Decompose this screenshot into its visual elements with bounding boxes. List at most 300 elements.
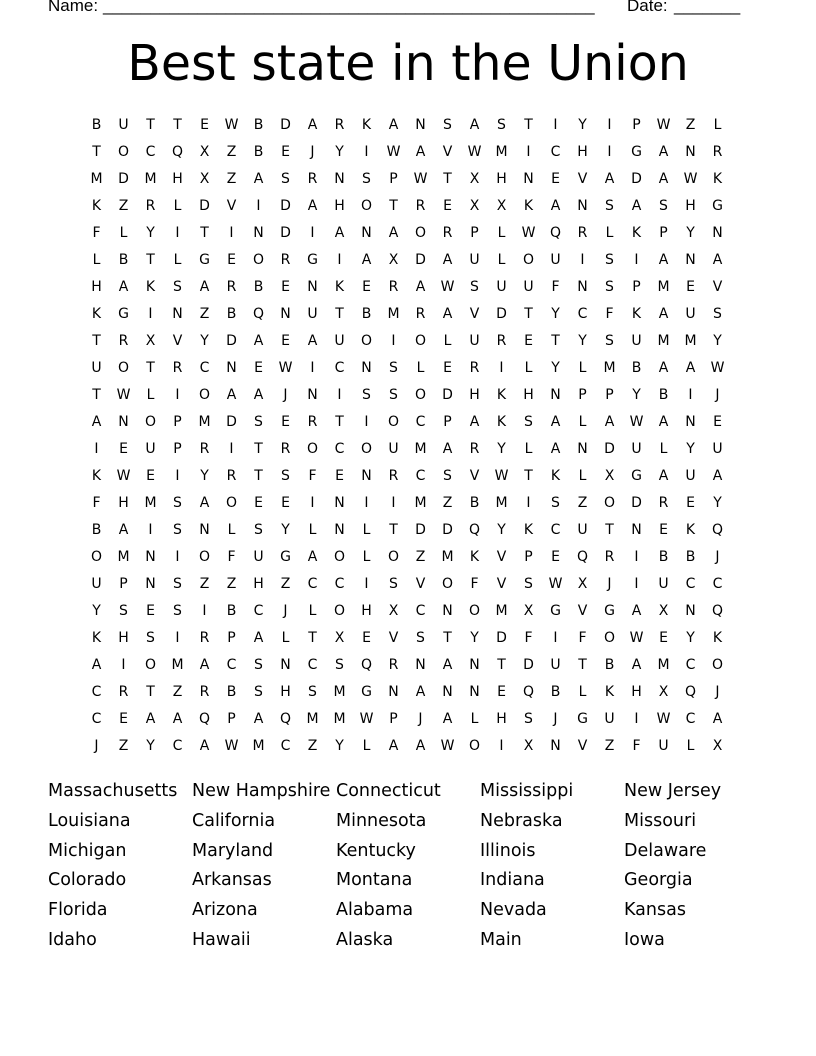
grid-letter: D [496,306,507,322]
grid-letter: D [523,657,534,673]
grid-letter: Q [684,684,697,700]
grid-letter: A [307,333,318,349]
grid-letter: R [415,198,426,214]
grid-letter: T [497,657,506,673]
grid-letter: R [577,225,588,241]
grid-letter: A [442,657,453,673]
grid-letter: H [631,684,642,700]
grid-letter: O [360,198,373,214]
grid-letter: W [521,225,536,241]
grid-letter: A [91,414,102,430]
grid-letter: D [604,441,615,457]
grid-letter: H [577,144,588,160]
grid-letter: U [523,279,534,295]
grid-letter: U [631,441,642,457]
grid-letter: E [227,252,236,268]
grid-letter: M [657,657,670,673]
grid-letter: I [94,441,99,457]
grid-letter: T [578,657,587,673]
grid-letter: L [578,684,587,700]
grid-letter: U [577,522,588,538]
grid-letter: A [199,279,210,295]
grid-letter: P [227,630,236,646]
grid-letter: P [389,171,398,187]
grid-letter: W [548,576,563,592]
grid-letter: T [173,117,182,133]
word-list-item: Idaho [48,929,97,950]
grid-letter: R [388,468,399,484]
grid-letter: W [224,117,239,133]
grid-letter: Q [252,306,265,322]
grid-letter: V [577,738,588,754]
grid-letter: S [389,360,398,376]
grid-letter: I [310,495,315,511]
grid-letter: N [361,360,372,376]
word-list-item: Michigan [48,840,127,861]
grid-letter: R [712,144,723,160]
grid-letter: Y [335,144,344,160]
grid-letter: Y [92,603,101,619]
grid-letter: R [658,495,669,511]
grid-letter: Y [686,441,695,457]
grid-letter: Y [713,495,722,511]
word-list-item: Montana [336,870,413,891]
grid-letter: A [199,495,210,511]
grid-letter: K [523,522,534,538]
grid-letter: A [712,252,723,268]
grid-letter: Z [118,198,129,214]
grid-letter: U [496,279,507,295]
grid-letter: O [333,603,346,619]
grid-letter: Y [551,360,560,376]
grid-letter: A [685,360,696,376]
grid-letter: T [92,387,101,403]
grid-letter: T [443,171,452,187]
grid-letter: L [524,441,533,457]
grid-letter: A [658,414,669,430]
word-list-item: Massachusetts [48,781,178,801]
grid-letter: K [334,279,345,295]
grid-letter: A [658,360,669,376]
grid-letter: F [578,630,587,646]
grid-letter: Q [711,522,724,538]
grid-letter: A [361,252,372,268]
grid-letter: A [550,198,561,214]
grid-letter: K [523,198,534,214]
grid-letter: O [414,387,427,403]
grid-letter: Y [497,522,506,538]
grid-letter: N [361,468,372,484]
grid-letter: S [524,576,533,592]
grid-letter: N [685,603,696,619]
grid-letter: B [91,117,102,133]
grid-letter: T [254,441,263,457]
grid-letter: M [198,414,211,430]
grid-letter: O [360,441,373,457]
grid-letter: U [253,549,264,565]
grid-letter: K [631,225,642,241]
grid-letter: F [92,495,101,511]
grid-letter: R [199,630,210,646]
grid-letter: B [361,306,372,322]
grid-letter: P [659,225,668,241]
grid-letter: G [361,684,372,700]
date-blank-line: _______ [674,0,741,15]
grid-letter: W [116,468,131,484]
grid-letter: X [712,738,723,754]
grid-letter: T [146,360,155,376]
grid-letter: Z [199,576,210,592]
grid-letter: U [145,441,156,457]
grid-letter: E [713,414,722,430]
grid-letter: T [335,414,344,430]
word-list-item: Louisiana [48,810,131,831]
grid-letter: O [414,225,427,241]
grid-letter: T [92,333,101,349]
grid-letter: O [117,360,130,376]
grid-letter: A [631,657,642,673]
grid-letter: N [577,198,588,214]
grid-letter: Y [200,468,209,484]
grid-letter: E [686,279,695,295]
grid-letter: X [604,468,615,484]
grid-letter: R [415,306,426,322]
grid-letter: Z [172,684,183,700]
grid-letter: R [334,117,345,133]
grid-letter: U [469,252,480,268]
grid-letter: E [281,333,290,349]
grid-letter: U [334,333,345,349]
grid-letter: I [310,225,315,241]
grid-letter: R [118,333,129,349]
grid-letter: A [334,225,345,241]
grid-letter: O [387,549,400,565]
grid-letter: O [387,414,400,430]
grid-letter: R [145,198,156,214]
grid-letter: K [145,279,156,295]
grid-letter: Y [713,333,722,349]
grid-letter: P [173,441,182,457]
grid-letter: E [119,441,128,457]
grid-letter: Y [146,225,155,241]
grid-letter: Z [307,738,318,754]
grid-letter: C [685,576,696,592]
grid-letter: B [685,549,696,565]
grid-letter: N [550,387,561,403]
grid-letter: N [712,225,723,241]
grid-letter: L [470,711,479,727]
letter-grid [83,112,731,760]
grid-letter: O [468,738,481,754]
grid-letter: S [524,711,533,727]
grid-letter: J [283,387,288,403]
word-list-item: Missouri [624,810,697,831]
grid-letter: C [685,657,696,673]
grid-letter: V [577,603,588,619]
grid-letter: O [333,549,346,565]
grid-letter: S [470,279,479,295]
grid-letter: A [307,198,318,214]
grid-letter: A [388,738,399,754]
grid-letter: S [308,684,317,700]
grid-letter: T [92,144,101,160]
grid-letter: I [391,333,396,349]
grid-letter: L [173,252,182,268]
grid-letter: W [629,630,644,646]
grid-letter: J [715,549,720,565]
grid-letter: A [118,522,129,538]
grid-letter: E [254,360,263,376]
grid-letter: S [254,684,263,700]
grid-letter: R [199,684,210,700]
grid-letter: K [496,387,507,403]
grid-letter: U [307,306,318,322]
grid-letter: K [631,306,642,322]
date-label: Date: [627,0,668,15]
grid-letter: K [712,630,723,646]
grid-letter: W [656,711,671,727]
grid-letter: M [441,549,454,565]
grid-letter: K [550,468,561,484]
grid-letter: M [414,495,427,511]
grid-letter: N [280,306,291,322]
grid-letter: D [118,171,129,187]
grid-letter: Z [685,117,696,133]
grid-letter: T [200,225,209,241]
grid-letter: I [364,576,369,592]
grid-letter: L [281,630,290,646]
grid-letter: C [550,522,561,538]
grid-letter: A [631,198,642,214]
grid-letter: W [386,144,401,160]
grid-letter: N [334,171,345,187]
grid-letter: E [119,711,128,727]
grid-letter: S [173,522,182,538]
grid-letter: U [658,738,669,754]
grid-letter: V [226,198,237,214]
grid-letter: X [577,576,588,592]
grid-letter: W [494,468,509,484]
grid-letter: E [146,603,155,619]
grid-letter: M [144,171,157,187]
grid-letter: X [199,171,210,187]
grid-letter: S [605,279,614,295]
word-list-item: Minnesota [336,810,427,831]
grid-letter: J [553,711,558,727]
grid-letter: I [148,522,153,538]
grid-letter: A [415,738,426,754]
grid-letter: S [389,576,398,592]
word-list-item: Kentucky [336,840,416,861]
grid-letter: X [496,198,507,214]
grid-letter: A [253,387,264,403]
grid-letter: U [604,711,615,727]
grid-letter: H [361,603,372,619]
header [48,0,748,17]
grid-letter: U [658,576,669,592]
grid-letter: Y [578,117,587,133]
grid-letter: Z [604,738,615,754]
grid-letter: S [389,387,398,403]
grid-letter: Q [549,225,562,241]
grid-letter: X [523,603,534,619]
grid-letter: A [118,279,129,295]
grid-letter: H [496,171,507,187]
grid-letter: Z [226,576,237,592]
grid-letter: T [551,333,560,349]
grid-letter: B [631,360,642,376]
grid-letter: E [524,333,533,349]
grid-letter: S [524,414,533,430]
grid-letter: O [603,630,616,646]
grid-letter: M [252,738,265,754]
grid-letter: P [227,711,236,727]
grid-letter: S [335,657,344,673]
grid-letter: A [658,468,669,484]
grid-letter: U [388,441,399,457]
grid-letter: S [605,333,614,349]
grid-letter: T [146,117,155,133]
grid-letter: H [118,630,129,646]
grid-letter: I [634,711,639,727]
grid-letter: Y [551,306,560,322]
grid-letter: J [715,387,720,403]
grid-letter: N [523,171,534,187]
grid-letter: W [683,171,698,187]
grid-letter: V [469,468,480,484]
word-list-item: Kansas [624,900,686,921]
grid-letter: N [172,306,183,322]
grid-letter: Y [335,738,344,754]
grid-letter: L [659,441,668,457]
grid-letter: O [198,387,211,403]
grid-letter: A [253,171,264,187]
grid-letter: I [526,144,531,160]
grid-letter: T [335,306,344,322]
grid-letter: N [577,441,588,457]
grid-letter: J [607,576,612,592]
grid-letter: C [415,414,426,430]
grid-letter: M [306,711,319,727]
grid-letter: R [172,360,183,376]
grid-letter: P [119,576,128,592]
grid-letter: A [442,441,453,457]
word-list-item: Hawaii [192,929,251,950]
grid-letter: E [146,468,155,484]
grid-letter: A [631,603,642,619]
grid-letter: P [173,414,182,430]
grid-letter: Y [470,630,479,646]
grid-letter: I [148,306,153,322]
grid-letter: S [605,198,614,214]
grid-letter: J [418,711,423,727]
grid-letter: F [632,738,641,754]
grid-letter: D [280,117,291,133]
grid-letter: N [253,225,264,241]
grid-letter: E [200,117,209,133]
grid-letter: M [495,144,508,160]
grid-letter: H [523,387,534,403]
grid-letter: M [657,279,670,295]
grid-letter: S [173,495,182,511]
grid-letter: S [173,576,182,592]
grid-letter: I [229,441,234,457]
grid-letter: D [415,522,426,538]
grid-letter: E [551,171,560,187]
grid-letter: R [118,684,129,700]
grid-letter: N [307,387,318,403]
grid-letter: S [497,117,506,133]
grid-letter: C [334,441,345,457]
grid-letter: Z [442,495,453,511]
grid-letter: C [226,657,237,673]
word-list-item: Alabama [336,900,414,921]
grid-letter: I [337,252,342,268]
grid-letter: N [631,522,642,538]
grid-letter: N [388,684,399,700]
grid-letter: L [362,738,371,754]
grid-letter: K [91,306,102,322]
grid-letter: R [442,225,453,241]
grid-letter: I [364,495,369,511]
grid-letter: C [550,144,561,160]
grid-letter: L [578,468,587,484]
grid-letter: A [658,144,669,160]
grid-letter: G [577,711,588,727]
grid-letter: V [496,549,507,565]
grid-letter: G [307,252,318,268]
grid-letter: I [634,252,639,268]
word-list-item: Delaware [624,840,707,861]
grid-letter: Y [200,333,209,349]
grid-letter: X [658,603,669,619]
grid-letter: E [659,522,668,538]
grid-letter: T [443,630,452,646]
grid-letter: E [281,495,290,511]
grid-letter: J [715,684,720,700]
grid-letter: G [631,144,642,160]
grid-letter: A [658,306,669,322]
grid-letter: R [388,657,399,673]
grid-letter: A [388,117,399,133]
grid-letter: A [415,279,426,295]
grid-letter: M [495,495,508,511]
grid-letter: T [254,468,263,484]
word-list-item: Nevada [480,900,547,921]
grid-letter: C [91,684,102,700]
grid-letter: F [227,549,236,565]
grid-letter: X [658,684,669,700]
grid-letter: L [173,198,182,214]
grid-letter: A [604,171,615,187]
grid-letter: V [415,576,426,592]
grid-letter: S [605,252,614,268]
grid-letter: X [469,171,480,187]
grid-letter: O [468,603,481,619]
grid-letter: J [310,144,315,160]
grid-letter: G [712,198,723,214]
grid-letter: T [524,306,533,322]
grid-letter: G [199,252,210,268]
grid-letter: N [280,657,291,673]
grid-letter: A [442,252,453,268]
grid-letter: Y [632,387,641,403]
grid-letter: E [443,360,452,376]
grid-letter: U [712,441,723,457]
grid-letter: J [94,738,99,754]
grid-letter: N [415,657,426,673]
grid-letter: B [226,306,237,322]
